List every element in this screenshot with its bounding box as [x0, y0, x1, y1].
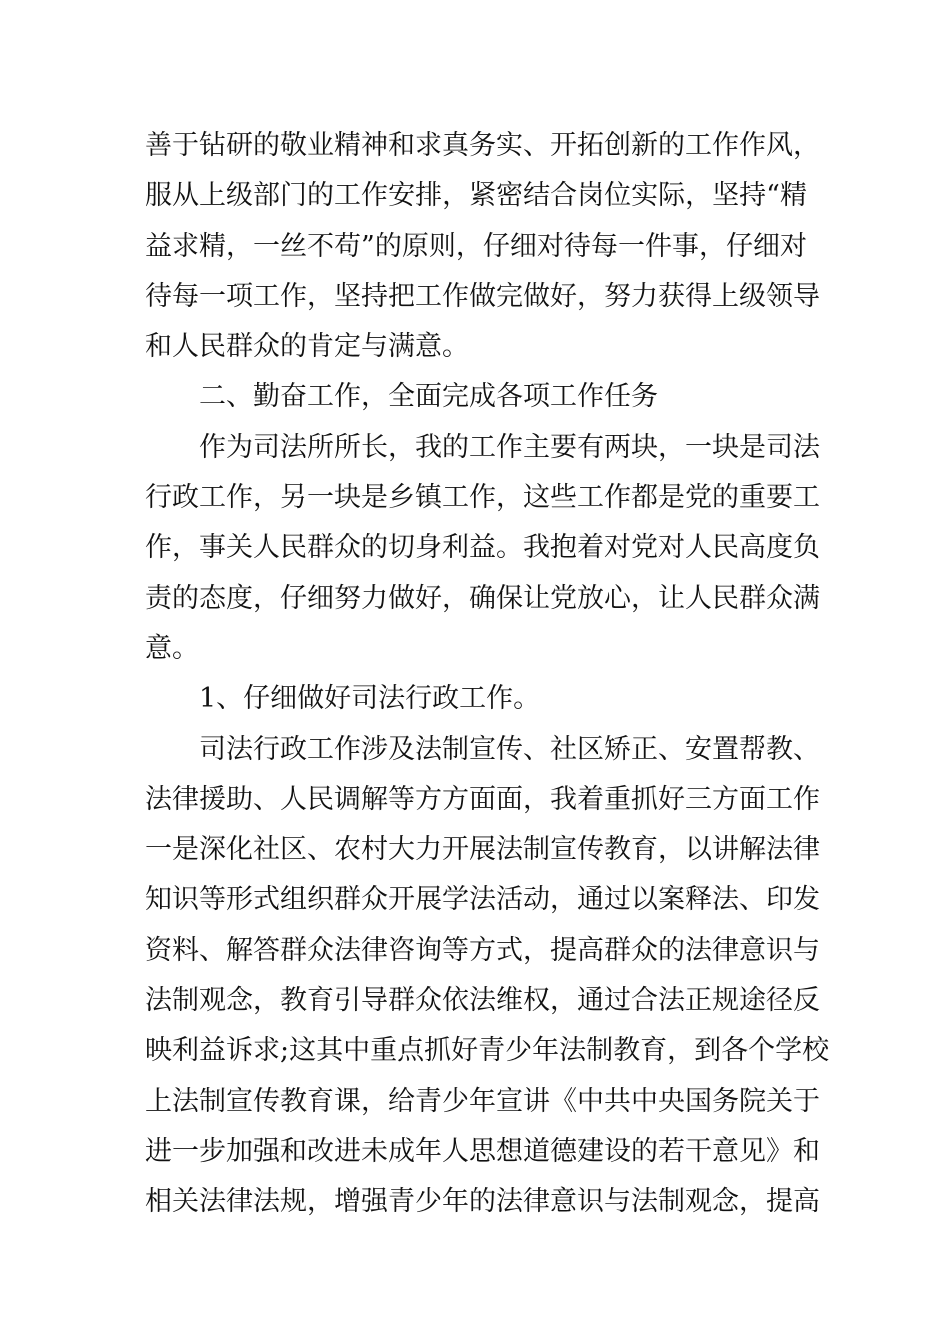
text-line: 一是深化社区、农村大力开展法制宣传教育，以讲解法律: [145, 834, 820, 866]
text-line: 服从上级部门的工作安排，紧密结合岗位实际，坚持“精: [145, 180, 807, 212]
text-line: 责的态度，仔细努力做好，确保让党放心，让人民群众满: [145, 582, 820, 614]
document-body: [145, 121, 830, 1228]
text-line: 映利益诉求;这其中重点抓好青少年法制教育，到各个学校: [145, 1035, 830, 1067]
text-line: 二、勤奋工作，全面完成各项工作任务: [199, 381, 658, 413]
text-line: 待每一项工作，坚持把工作做完做好，努力获得上级领导: [145, 280, 820, 312]
text-line: 作，事关人民群众的切身利益。我抱着对党对人民高度负: [145, 532, 820, 564]
text-line: 资料、解答群众法律咨询等方式，提高群众的法律意识与: [145, 934, 820, 966]
text-line: 和人民群众的肯定与满意。: [145, 331, 469, 363]
text-line: 行政工作，另一块是乡镇工作，这些工作都是党的重要工: [145, 482, 820, 514]
text-line: 法律援助、人民调解等方方面面，我着重抓好三方面工作: [145, 783, 820, 815]
text-line: 意。: [145, 632, 199, 664]
text-line: 作为司法所所长，我的工作主要有两块，一块是司法: [199, 431, 820, 463]
text-line: 知识等形式组织群众开展学法活动，通过以案释法、印发: [145, 884, 820, 916]
text-line: 相关法律法规，增强青少年的法律意识与法制观念，提高: [145, 1186, 820, 1218]
text-line: 进一步加强和改进未成年人思想道德建设的若干意见》和: [145, 1135, 820, 1167]
text-line: 法制观念，教育引导群众依法维权，通过合法正规途径反: [145, 985, 820, 1017]
text-line: 益求精，一丝不苟”的原则，仔细对待每一件事，仔细对: [145, 230, 807, 262]
text-line: 1、仔细做好司法行政工作。: [199, 683, 541, 715]
text-line: 善于钻研的敬业精神和求真务实、开拓创新的工作作风，: [145, 130, 820, 161]
text-line: 司法行政工作涉及法制宣传、社区矫正、安置帮教、: [199, 733, 820, 765]
text-line: 上法制宣传教育课，给青少年宣讲《中共中央国务院关于: [145, 1085, 820, 1117]
